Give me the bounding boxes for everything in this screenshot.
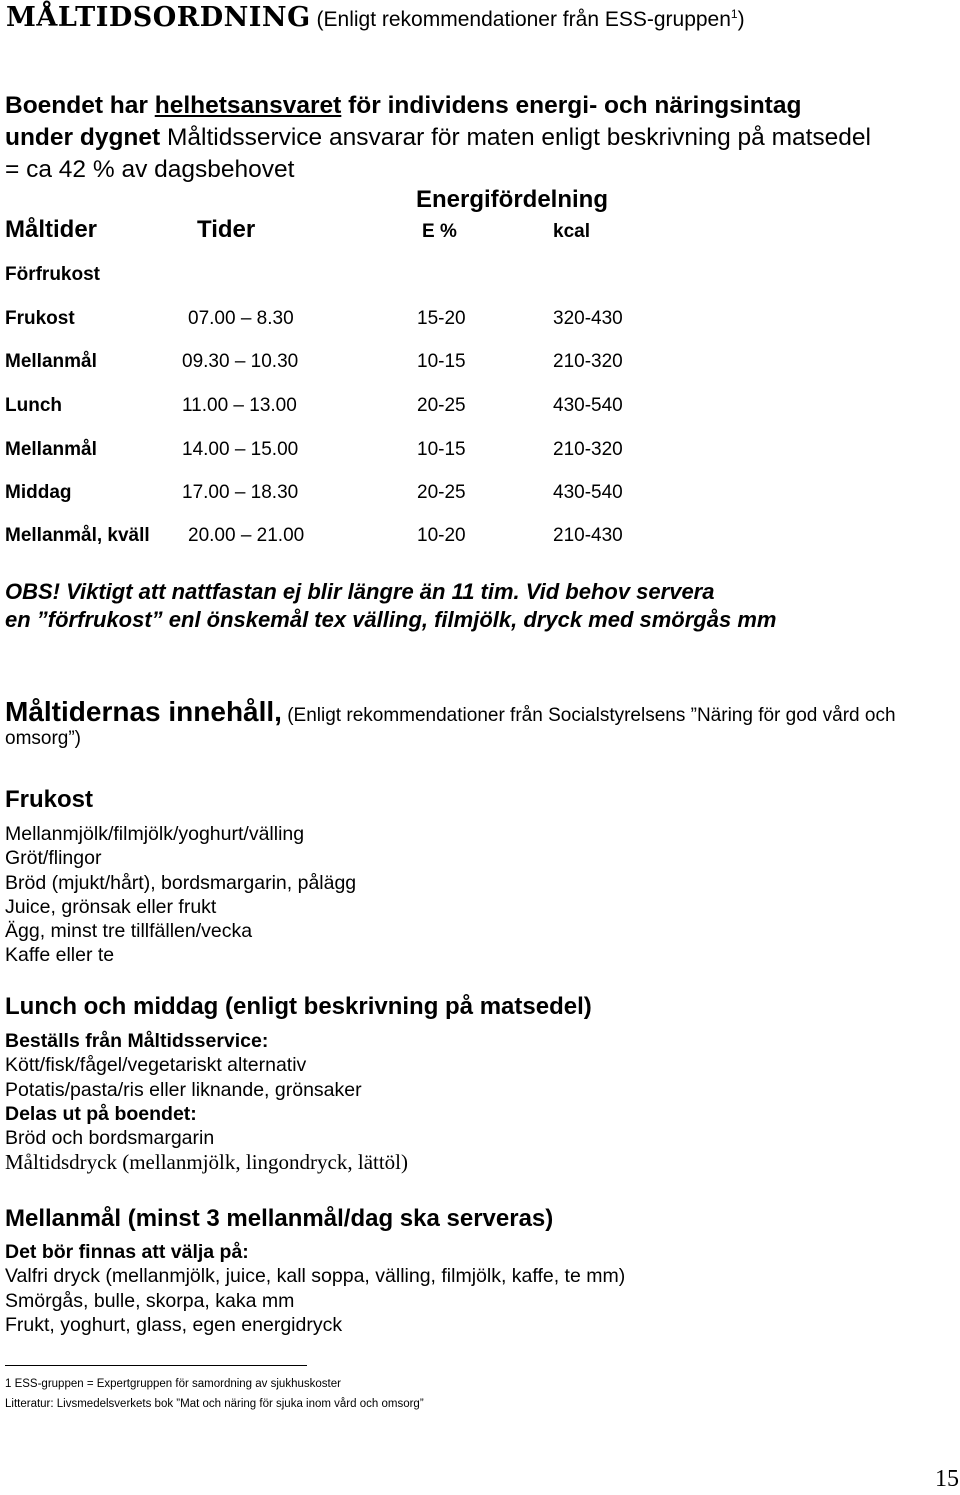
kcal-value: 210-430	[553, 525, 623, 546]
meal-time: 20.00 – 21.00	[188, 525, 305, 546]
energy-percent: 15-20	[417, 308, 466, 329]
kcal-value: 210-320	[553, 351, 623, 372]
content-section-heading	[5, 696, 955, 750]
energy-percent: 20-25	[417, 482, 466, 503]
title-sub-end: )	[737, 8, 745, 31]
table-row	[0, 264, 960, 290]
page-number: 15	[935, 1466, 959, 1492]
obs-note	[5, 578, 776, 634]
list-item: Frukt, yoghurt, glass, egen energidryck	[5, 1313, 343, 1336]
meal-time: 11.00 – 13.00	[182, 395, 297, 416]
column-header-kcal: kcal	[553, 221, 590, 242]
list-item: Ägg, minst tre tillfällen/vecka	[5, 920, 253, 943]
intro-underline: helhetsansvaret	[154, 92, 342, 119]
list-item: Gröt/flingor	[5, 847, 102, 870]
lunch-heading: Lunch och middag (enligt beskrivning på matsedel)	[5, 993, 592, 1020]
energy-percent: 10-15	[417, 351, 466, 372]
list-item: Bröd (mjukt/hårt), bordsmargarin, pålägg	[5, 871, 357, 894]
lunch-subheading-order: Beställs från Måltidsservice:	[5, 1030, 269, 1052]
mellanmal-heading: Mellanmål (minst 3 mellanmål/dag ska serveras)	[5, 1205, 554, 1232]
obs-line-1: OBS! Viktigt att nattfastan ej blir längre än 11 tim. Vid behov servera	[5, 579, 715, 604]
column-header-meal: Måltider	[5, 216, 98, 243]
lunch-list	[5, 1029, 408, 1175]
table-row	[0, 395, 960, 421]
table-row	[0, 525, 960, 551]
meal-time: 17.00 – 18.30	[182, 482, 299, 503]
footnote-divider	[5, 1365, 307, 1366]
meal-name: Förfrukost	[5, 264, 100, 285]
list-item: Måltidsdryck (mellanmjölk, lingondryck, lättöl)	[5, 1150, 409, 1175]
table-row	[0, 439, 960, 465]
list-item: Smörgås, bulle, skorpa, kaka mm	[5, 1289, 295, 1312]
footnote-literature: Litteratur: Livsmedelsverkets bok ”Mat och näring för sjuka inom vård och omsorg”	[5, 1398, 424, 1410]
list-item: Potatis/pasta/ris eller liknande, grönsaker	[5, 1078, 362, 1101]
table-row	[0, 308, 960, 334]
list-item: Juice, grönsak eller frukt	[5, 895, 217, 918]
column-header-time: Tider	[197, 216, 256, 243]
intro-paragraph	[5, 90, 871, 186]
title-sub: (Enligt rekommendationer från ESS-gruppen	[316, 8, 731, 31]
energy-percent: 10-15	[417, 439, 466, 460]
mellanmal-subheading: Det bör finnas att välja på:	[5, 1241, 249, 1263]
obs-line-2: en ”förfrukost” enl önskemål tex välling, filmjölk, dryck med smörgås mm	[5, 607, 777, 632]
intro-line3: = ca 42 % av dagsbehovet	[5, 156, 295, 183]
intro-bold-line2: under dygnet	[5, 124, 161, 151]
column-header-energy-percent: E %	[422, 221, 457, 242]
kcal-value: 430-540	[553, 482, 623, 503]
energy-heading: Energifördelning	[416, 186, 608, 213]
energy-percent: 20-25	[417, 395, 466, 416]
list-item: Kaffe eller te	[5, 944, 115, 967]
mellanmal-list	[5, 1240, 625, 1337]
energy-percent: 10-20	[417, 525, 466, 546]
kcal-value: 430-540	[553, 395, 623, 416]
intro-bold-1: Boendet har	[5, 92, 155, 119]
meal-time: 07.00 – 8.30	[188, 308, 294, 329]
content-note: (Enligt rekommendationer från Socialstyrelsens ”Näring för god vård och omsorg”)	[5, 705, 896, 749]
meal-time: 14.00 – 15.00	[182, 439, 299, 460]
meal-name: Frukost	[5, 308, 75, 329]
frukost-heading: Frukost	[5, 786, 94, 813]
meal-name: Mellanmål, kväll	[5, 525, 150, 546]
footnote-1: 1 ESS-gruppen = Expertgruppen för samordning av sjukhuskoster	[5, 1378, 341, 1390]
meal-time: 09.30 – 10.30	[182, 351, 299, 372]
title-main: MÅLTIDSORDNING	[6, 2, 311, 33]
meal-name: Mellanmål	[5, 439, 97, 460]
intro-bold-2: för individens energi- och näringsintag	[341, 92, 802, 119]
kcal-value: 210-320	[553, 439, 623, 460]
table-row	[0, 351, 960, 377]
lunch-subheading-served: Delas ut på boendet:	[5, 1102, 197, 1125]
table-row	[0, 482, 960, 508]
frukost-list	[5, 822, 356, 968]
footnote-ref: 1	[730, 7, 738, 21]
kcal-value: 320-430	[553, 308, 623, 329]
list-item: Bröd och bordsmargarin	[5, 1127, 215, 1150]
content-heading: Måltidernas innehåll,	[5, 696, 282, 727]
page-title	[6, 2, 745, 33]
list-item: Mellanmjölk/filmjölk/yoghurt/välling	[5, 823, 305, 845]
meal-name: Middag	[5, 482, 72, 503]
list-item: Kött/fisk/fågel/vegetariskt alternativ	[5, 1054, 307, 1077]
meal-name: Lunch	[5, 395, 62, 416]
list-item: Valfri dryck (mellanmjölk, juice, kall soppa, välling, filmjölk, kaffe, te mm)	[5, 1265, 626, 1288]
meal-name: Mellanmål	[5, 351, 97, 372]
intro-normal-line2: Måltidsservice ansvarar för maten enligt beskrivning på matsedel	[160, 124, 871, 151]
